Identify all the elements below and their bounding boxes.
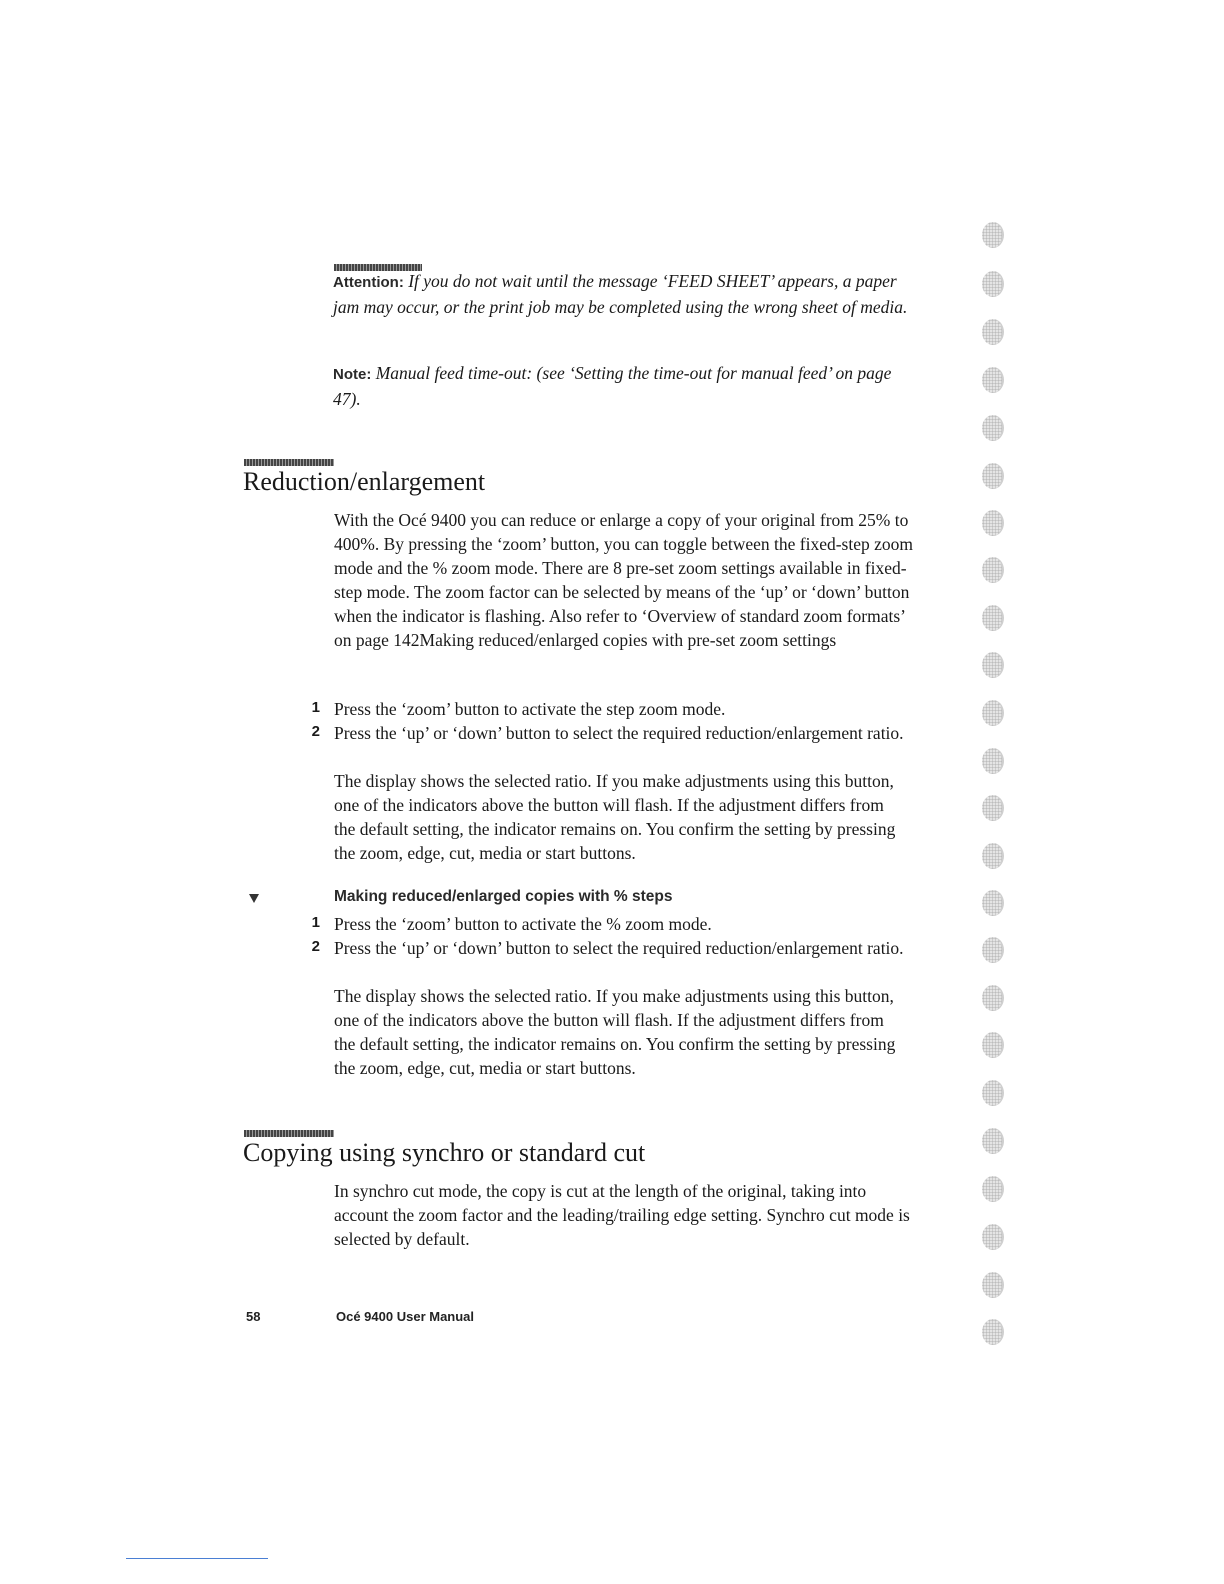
- step-number: 2: [311, 938, 320, 955]
- binding-hole-icon: [982, 463, 1004, 489]
- binding-hole-icon: [982, 222, 1004, 248]
- manual-title: Océ 9400 User Manual: [336, 1309, 475, 1324]
- page-number: 58: [246, 1309, 261, 1324]
- subsection-title: Making reduced/enlarged copies with % steps: [334, 888, 673, 905]
- step-text: Press the ‘up’ or ‘down’ button to select the required reduction/enlargement ratio.: [334, 723, 904, 743]
- binding-hole-icon: [982, 271, 1004, 297]
- binding-hole-icon: [982, 557, 1004, 583]
- binding-hole-icon: [982, 937, 1004, 963]
- note-text: Manual feed time-out: (see ‘Setting the time-out for manual feed’ on page 47).: [333, 363, 892, 409]
- binding-hole-icon: [982, 890, 1004, 916]
- reduction-intro: With the Océ 9400 you can reduce or enlarge a copy of your original from 25% to 400%. By pressing the ‘zoom’ button, you can toggle between the fixed-step zoom mode and the % zoom mode. There are 8 pre-set zoom settings available in fixed-step mode. The zoom factor can be selected by means of the ‘up’ or ‘down’ button when the indicator is flashing. Also refer to ‘Overview of standard zoom formats’ on page 142Making reduced/enlarged copies with pre-set zoom settings: [334, 510, 913, 650]
- binding-hole-icon: [982, 1176, 1004, 1202]
- step-number: 2: [311, 723, 320, 740]
- binding-hole-icon: [982, 1224, 1004, 1250]
- section-rule-reduction: [244, 459, 334, 466]
- step-text: Press the ‘zoom’ button to activate the % zoom mode.: [334, 914, 712, 934]
- manual-feed-note: [333, 361, 903, 411]
- bottom-edge-line: [126, 1558, 268, 1559]
- binding-hole-icon: [982, 1128, 1004, 1154]
- binding-hole-icon: [982, 1319, 1004, 1345]
- attention-note: [333, 269, 923, 319]
- binding-hole-icon: [982, 605, 1004, 631]
- binding-hole-icon: [982, 748, 1004, 774]
- step-number: 1: [311, 914, 320, 931]
- note-label: Note:: [333, 366, 372, 383]
- cut-intro: In synchro cut mode, the copy is cut at the length of the original, taking into account the zoom factor and the leading/trailing edge setting. Synchro cut mode is selected by default.: [334, 1181, 910, 1249]
- binding-hole-icon: [982, 510, 1004, 536]
- section-rule-cut: [244, 1130, 334, 1137]
- triangle-down-icon: [249, 894, 259, 903]
- attention-text: If you do not wait until the message ‘FEED SHEET’ appears, a paper jam may occur, or the print job may be completed using the wrong sheet of media.: [333, 271, 908, 317]
- binding-hole-icon: [982, 700, 1004, 726]
- binding-hole-icon: [982, 1272, 1004, 1298]
- binding-hole-icon: [982, 1032, 1004, 1058]
- binding-hole-icon: [982, 985, 1004, 1011]
- binding-hole-icon: [982, 415, 1004, 441]
- step-detail: The display shows the selected ratio. If you make adjustments using this button, one of the indicators above the button will flash. If the adjustment differs from the default setting, the indicator remains on. You confirm the setting by pressing the zoom, edge, cut, media or start buttons.: [334, 771, 896, 863]
- step-text: Press the ‘zoom’ button to activate the step zoom mode.: [334, 699, 726, 719]
- binding-hole-icon: [982, 1080, 1004, 1106]
- binding-hole-icon: [982, 795, 1004, 821]
- attention-label: Attention:: [333, 274, 404, 291]
- binding-hole-icon: [982, 843, 1004, 869]
- section-title-reduction: Reduction/enlargement: [243, 467, 486, 496]
- binding-hole-icon: [982, 652, 1004, 678]
- step-text: Press the ‘up’ or ‘down’ button to select the required reduction/enlargement ratio.: [334, 938, 904, 958]
- step-number: 1: [311, 699, 320, 716]
- binding-hole-icon: [982, 367, 1004, 393]
- step-detail: The display shows the selected ratio. If you make adjustments using this button, one of the indicators above the button will flash. If the adjustment differs from the default setting, the indicator remains on. You confirm the setting by pressing the zoom, edge, cut, media or start buttons.: [334, 986, 896, 1078]
- binding-hole-icon: [982, 319, 1004, 345]
- section-title-cut: Copying using synchro or standard cut: [243, 1138, 646, 1167]
